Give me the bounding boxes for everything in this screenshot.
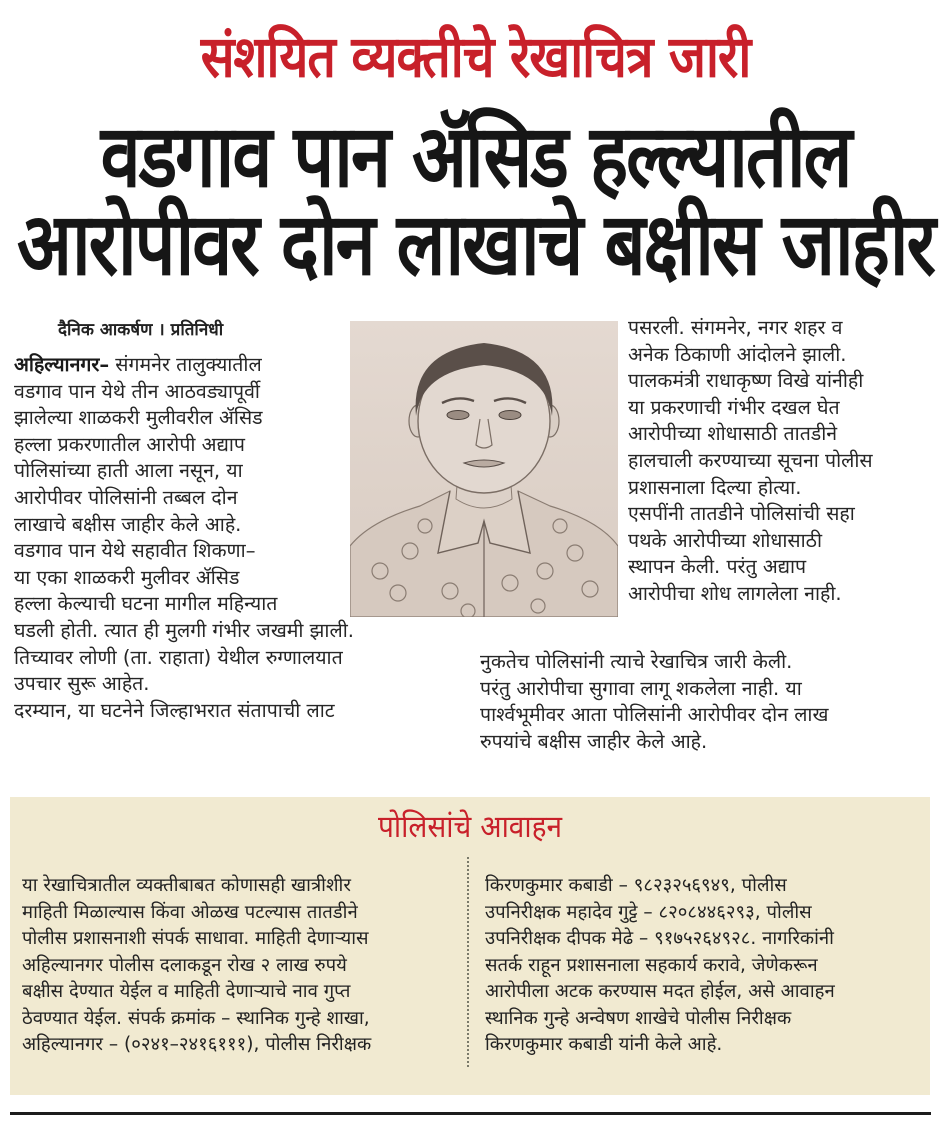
kicker-headline: संशयित व्यक्तीचे रेखाचित्र जारी	[200, 23, 751, 91]
paragraph-line: अनेक ठिकाणी आंदोलने झाली.	[628, 342, 847, 366]
paragraph-line: झालेल्या शाळकरी मुलीवरील ॲसिड	[14, 406, 263, 430]
paragraph-line: या प्रकरणाची गंभीर दखल घेत	[628, 395, 840, 419]
appeal-line: सतर्क राहून प्रशासनाला सहकार्य करावे, जेणेकरून	[485, 954, 818, 976]
paragraph-line: पथके आरोपीच्या शोधासाठी	[628, 528, 823, 552]
paragraph-line: तिच्यावर लोणी (ता. राहाता) येथील रुग्णालयात	[14, 645, 343, 669]
appeal-line: अहिल्यानगर पोलीस दलाकडून रोख २ लाख रुपये	[22, 954, 347, 976]
appeal-title: पोलिसांचे आवाहन	[377, 808, 563, 845]
headline-line-1: वडगाव पान ॲसिड हल्ल्यातील	[100, 105, 851, 207]
paragraph-line: घडली होती. त्यात ही मुलगी गंभीर जखमी झाली.	[14, 618, 354, 642]
paragraph-line: पार्श्वभूमीवर आता पोलिसांनी आरोपीवर दोन लाख	[480, 703, 829, 727]
appeal-line: किरणकुमार कबाडी यांनी केले आहे.	[485, 1034, 723, 1055]
appeal-line: स्थानिक गुन्हे अन्वेषण शाखेचे पोलीस निरीक्षक	[485, 1007, 792, 1029]
paragraph-line: दरम्यान, या घटनेने जिल्हाभरात संतापाची लाट	[14, 698, 335, 722]
paragraph-line: आरोपीवर पोलिसांनी तब्बल दोन	[14, 485, 238, 509]
dotted-divider	[467, 857, 469, 1067]
bottom-rule-divider	[10, 1112, 931, 1115]
paragraph-line: प्रशासनाला दिल्या होत्या.	[628, 475, 802, 499]
appeal-left-column	[22, 873, 462, 1059]
appeal-line: या रेखाचित्रातील व्यक्तीबाबत कोणासही खात्रीशीर	[22, 875, 351, 896]
article-left-column	[14, 352, 354, 724]
paragraph-line: एसपींनी तातडीने पोलिसांची सहा	[628, 502, 855, 526]
main-headline	[0, 105, 951, 295]
article-right-column	[628, 315, 948, 608]
paragraph-line: उपचार सुरू आहेत.	[14, 672, 150, 696]
paragraph-line: हल्ला प्रकरणातील आरोपी अद्याप	[14, 432, 245, 456]
paragraph-line: वडगाव पान येथे सहावीत शिकणा–	[14, 539, 256, 563]
paragraph-line: हल्ला केल्याची घटना मागील महिन्यात	[14, 592, 278, 616]
appeal-line: आरोपीला अटक करण्यास मदत होईल, असे आवाहन	[485, 981, 835, 1002]
appeal-line: पोलीस प्रशासनाशी संपर्क साधावा. माहिती देणाऱ्यास	[22, 928, 369, 949]
police-appeal-box	[10, 797, 930, 1095]
headline-line-2: आरोपीवर दोन लाखाचे बक्षीस जाहीर	[17, 193, 934, 295]
dateline: अहिल्यानगर–	[14, 353, 110, 376]
paragraph-line: या एका शाळकरी मुलीवर ॲसिड	[14, 565, 240, 589]
paragraph-line: लाखाचे बक्षीस जाहीर केले आहे.	[14, 512, 242, 536]
paragraph-line: हालचाली करण्याच्या सूचना पोलीस	[628, 448, 873, 472]
byline: दैनिक आकर्षण । प्रतिनिधी	[58, 320, 224, 340]
appeal-line: ठेवण्यात येईल. संपर्क क्रमांक – स्थानिक गुन्हे शाखा,	[22, 1007, 370, 1029]
article-right-wide-block	[480, 649, 950, 755]
appeal-line: उपनिरीक्षक महादेव गुट्टे – ८२०८४४६२९३, पोलीस	[485, 901, 812, 923]
suspect-sketch-image	[350, 321, 618, 617]
appeal-line: उपनिरीक्षक दीपक मेढे – ९१७५२६४९२८. नागरिकांनी	[485, 928, 834, 949]
paragraph-line: नुकतेच पोलिसांनी त्याचे रेखाचित्र जारी केली.	[480, 650, 793, 673]
appeal-line: अहिल्यानगर – (०२४१–२४१६१११), पोलीस निरीक्षक	[22, 1034, 372, 1055]
paragraph-line: पालकमंत्री राधाकृष्ण विखे यांनीही	[628, 369, 864, 393]
paragraph-line: वडगाव पान येथे तीन आठवड्यापूर्वी	[14, 379, 260, 403]
paragraph-line: पोलिसांच्या हाती आला नसून, या	[14, 459, 243, 483]
paragraph-line: आरोपीचा शोध लागलेला नाही.	[628, 581, 842, 605]
paragraph-line: रुपयांचे बक्षीस जाहीर केले आहे.	[480, 729, 708, 753]
paragraph-line: परंतु आरोपीचा सुगावा लागू शकलेला नाही. या	[480, 676, 802, 700]
appeal-right-column	[485, 873, 925, 1059]
paragraph-line: स्थापन केली. परंतु अद्याप	[628, 555, 807, 579]
appeal-line: किरणकुमार कबाडी – ९८२३२५६९४९, पोलीस	[485, 875, 787, 896]
paragraph-line: अहिल्यानगर– संगमनेर तालुक्यातील	[14, 353, 262, 376]
sketch-portrait-icon	[350, 321, 618, 617]
paragraph-line: पसरली. संगमनेर, नगर शहर व	[628, 316, 843, 339]
paragraph-line: आरोपीच्या शोधासाठी तातडीने	[628, 422, 838, 446]
appeal-line: माहिती मिळाल्यास किंवा ओळख पटल्यास तातडीने	[22, 901, 358, 923]
appeal-line: बक्षीस देण्यात येईल व माहिती देणाऱ्याचे नाव गुप्त	[22, 981, 351, 1002]
